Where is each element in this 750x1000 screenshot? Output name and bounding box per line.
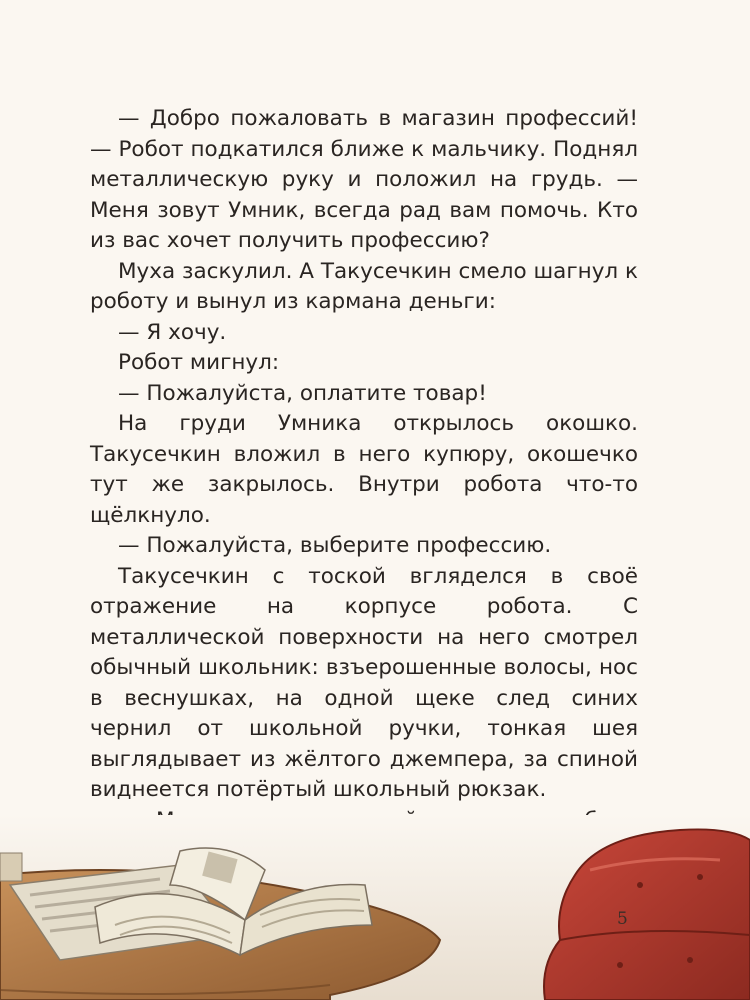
- paragraph: Такусечкин с тоской вгляделся в своё отражение на корпусе робота. С металлической поверхности на него смотрел обычный школьник: взъерошенные волосы, нос в веснушках, на одной щеке след синих чернил от школьной ручки, тонкая шея выглядывает из жёлтого джемпера, за спиной виднеется потёртый школьный рюкзак.: [90, 563, 638, 802]
- paragraph: Робот мигнул:: [118, 350, 280, 375]
- paragraph: — Пожалуйста, оплатите товар!: [118, 380, 487, 406]
- paragraph: — Пожалуйста, выберите профессию.: [118, 533, 552, 558]
- paragraph: — Добро пожаловать в магазин профессий! — Робот подкатился ближе к мальчику. Поднял металлическую руку и положил на грудь. — Меня зовут Умник, всегда рад вам помочь. Кто из вас хочет получить профессию?: [90, 106, 638, 253]
- table-and-sofa-illustration: [0, 815, 750, 1000]
- paragraph: — Я хочу.: [118, 319, 227, 345]
- story-text: [90, 104, 638, 897]
- paragraph: На груди Умника открылось окошко. Такусечкин вложил в него купюру, окошечко тут же закрылось. Внутри робота что-то щёлкнуло.: [90, 411, 638, 528]
- page-number: 5: [617, 909, 628, 929]
- paragraph: Муха заскулил. А Такусечкин смело шагнул к роботу и вынул из кармана деньги:: [90, 258, 638, 314]
